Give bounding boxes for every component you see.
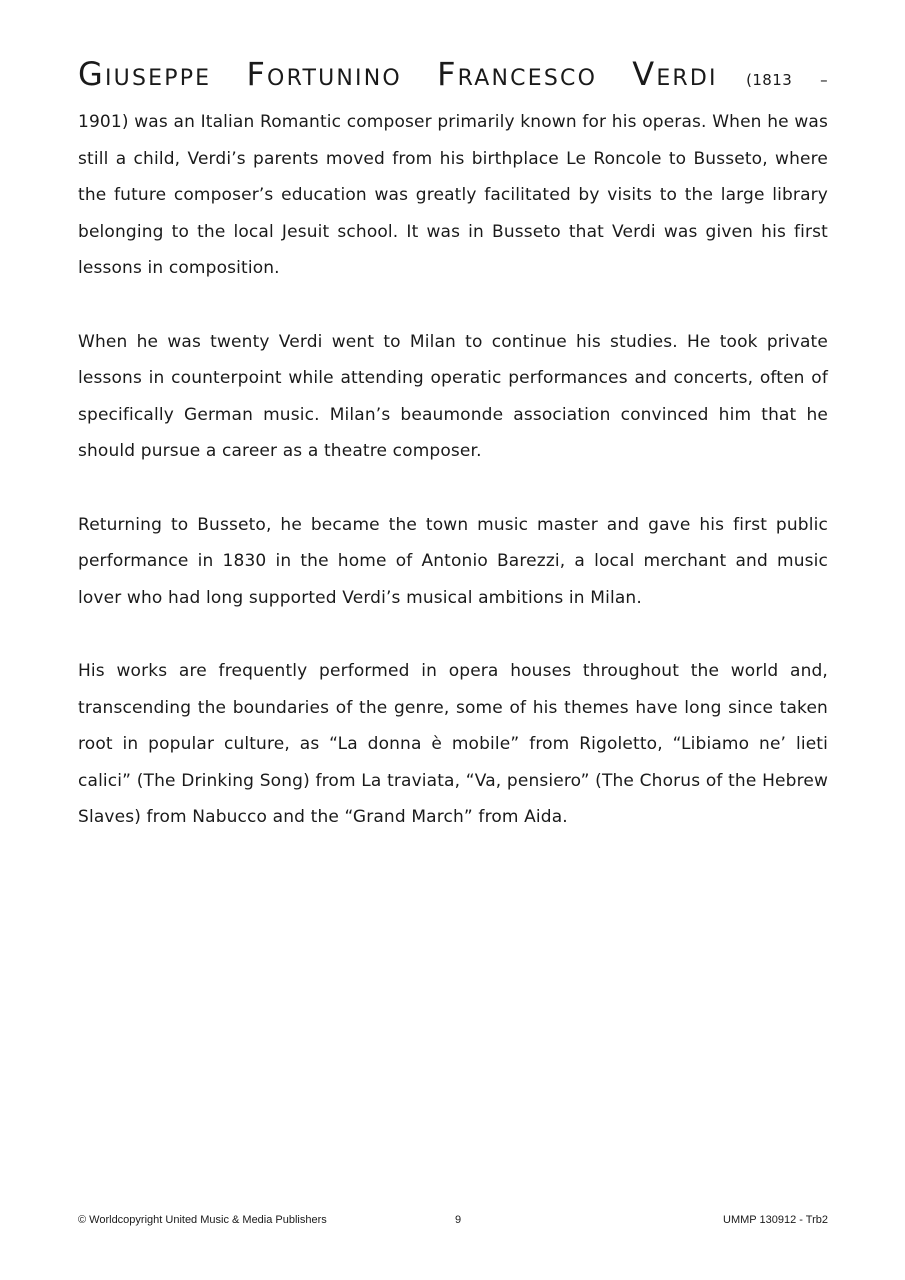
paragraph-legacy: His works are frequently performed in opera houses throughout the world and, transcending the boundaries of the genre, some of his themes have long since taken root in popular culture, as “La donna è mobile” from Rigoletto, “Libiamo ne’ lieti calici” (The Drinking Song) from La traviata, “Va, pensiero” (The Chorus of the Hebrew Slaves) from Nabucco and the “Grand March” from Aida.	[78, 660, 828, 828]
composer-name-heading: Giuseppe Fortunino Francesco Verdi	[78, 55, 718, 93]
page-number: 9	[454, 1214, 462, 1226]
paragraph-milan-studies: When he was twenty Verdi went to Milan to continue his studies. He took private lessons in counterpoint while attending operatic performances and concerts, often of specifically German music. Milan’s beaumonde association convinced him that he should pursue a career as a theatre composer.	[78, 331, 828, 462]
paragraph-biography-intro	[78, 56, 828, 287]
paragraph-busseto-return: Returning to Busseto, he became the town music master and gave his first public performance in 1830 in the home of Antonio Barezzi, a local merchant and music lover who had long supported Verdi’s musical ambitions in Milan.	[78, 514, 828, 608]
composer-dates: (1813 –	[746, 71, 828, 89]
page-footer	[78, 1214, 828, 1230]
heading-line	[78, 56, 828, 104]
article-body	[78, 56, 828, 836]
catalog-number: UMMP 130912 - Trb2	[723, 1214, 828, 1226]
paragraph-1-text: 1901) was an Italian Romantic composer primarily known for his operas. When he was still a child, Verdi’s parents moved from his birthplace Le Roncole to Busseto, where the future composer’s education was greatly facilitated by visits to the large library belonging to the local Jesuit school. It was in Busseto that Verdi was given his first lessons in composition.	[78, 112, 828, 279]
copyright-notice: © Worldcopyright United Music & Media Publishers	[78, 1214, 327, 1226]
